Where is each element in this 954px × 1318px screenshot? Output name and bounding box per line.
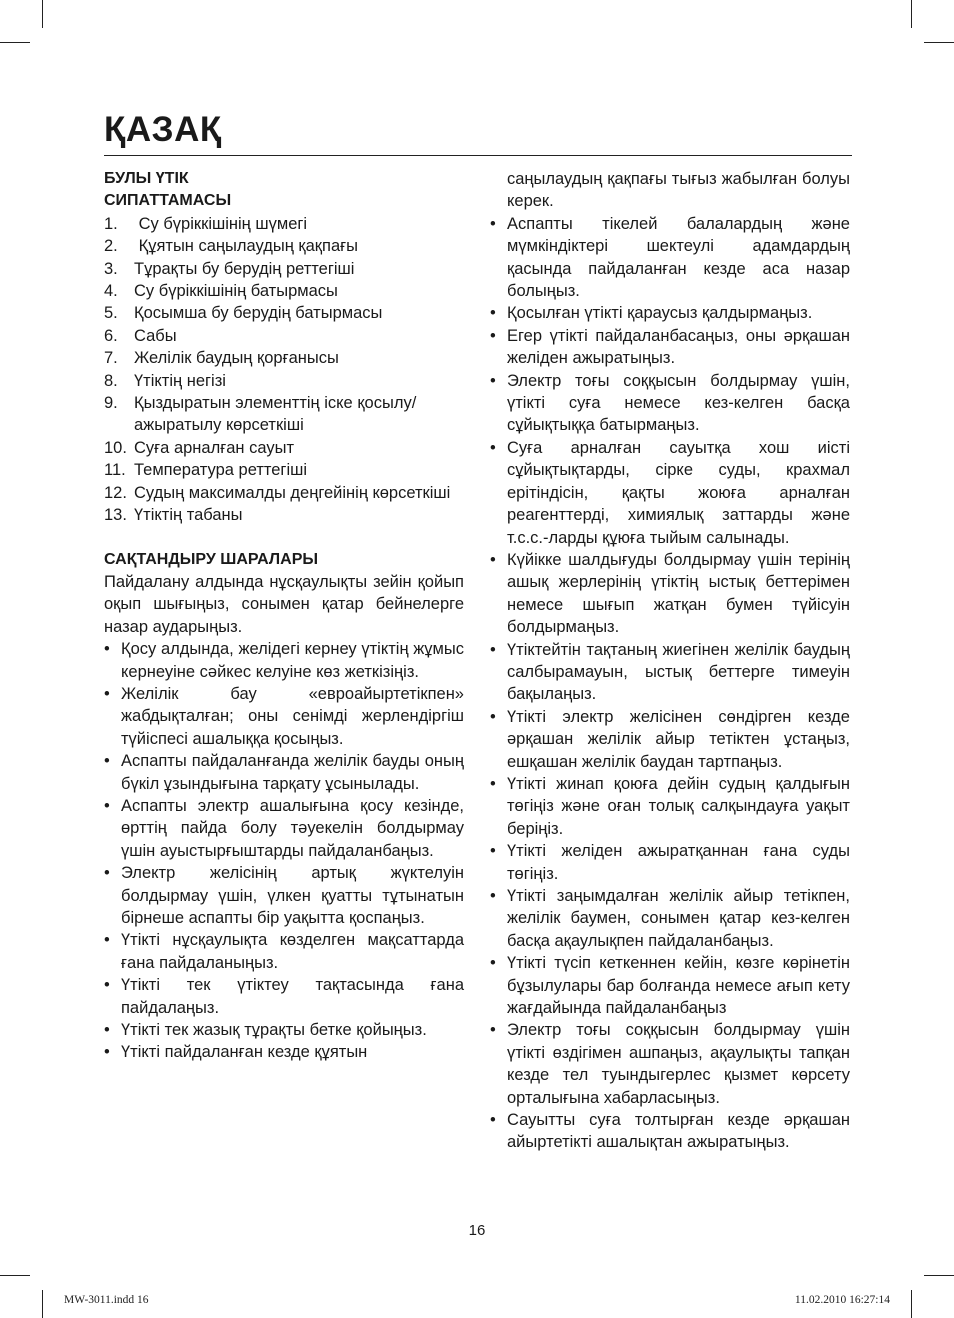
footer-file: MW-3011.indd 16 (64, 1294, 149, 1306)
bullet-text: Үтікті желіден ажыратқаннан ғана суды төгіңіз. (507, 842, 850, 883)
safety-bullet (490, 773, 850, 840)
safety-bullet (104, 1041, 464, 1063)
bullet-text: Үтікті жинап қоюға дейін судың қалдығын төгіңіз және оған толық салқындауға уақыт беріңіз. (507, 774, 850, 838)
parts-list-item (104, 213, 464, 235)
parts-list-item (104, 325, 464, 347)
item-text: Су бүріккішінің батырмасы (134, 282, 338, 301)
bullet-icon: • (490, 304, 496, 323)
safety-intro: Пайдалану алдында нұсқаулықты зейін қойып оқып шығыңыз, сонымен қатар бейнелерге назар аударыңыз. (104, 572, 464, 636)
safety-bullet (490, 706, 850, 773)
item-text: Үтіктің негізі (134, 371, 226, 390)
safety-bullet (490, 549, 850, 639)
bullet-icon: • (490, 887, 496, 905)
parts-list-item (104, 504, 464, 526)
safety-bullet (104, 638, 464, 683)
bullet-icon: • (104, 864, 110, 883)
item-number: 2. (104, 237, 118, 256)
left-column (104, 168, 464, 1064)
parts-list-item (104, 437, 464, 459)
parts-list (104, 213, 464, 527)
bullet-icon: • (490, 640, 496, 659)
bullet-icon: • (490, 842, 496, 861)
item-number: 1. (104, 214, 118, 233)
bullet-text: Үтікті тек үтіктеу тақтасында ғана пайдалаңыз. (121, 976, 464, 1017)
safety-list-left (104, 638, 464, 1064)
parts-list-item (104, 302, 464, 324)
crop-mark (0, 1275, 30, 1276)
bullet-text: Суға арналған сауытқа хош иісті сұйықтықтарды, сірке суды, крахмал ерітіндісін, қақты жоюға арналған реагенттерді, химиялық заттарды және т.с.с.-ларды құюға тыйым салынады. (507, 438, 850, 547)
crop-mark (911, 0, 912, 28)
parts-list-item (104, 347, 464, 369)
bullet-icon: • (490, 1111, 496, 1130)
safety-bullet (490, 639, 850, 706)
crop-mark (0, 42, 30, 43)
item-number: 10. (104, 438, 127, 457)
safety-bullet (490, 370, 850, 437)
bullet-icon: • (104, 976, 110, 995)
item-number: 12. (104, 483, 127, 502)
bullet-icon: • (104, 1021, 110, 1040)
bullet-text: Электр тоғы соққысын болдырмау үшін, үтікті суға немесе кез-келген басқа сұйықтыққа батырмаңыз. (507, 371, 850, 435)
safety-bullet (490, 325, 850, 370)
item-text: Суға арналған сауыт (134, 438, 295, 457)
bullet-icon: • (104, 1043, 110, 1062)
parts-list-item (104, 459, 464, 481)
item-text: Су бүріккішінің шүмегі (134, 214, 308, 233)
safety-bullet (490, 1019, 850, 1109)
item-number: 5. (104, 304, 118, 323)
bullet-text: Желілік бау «евроайыртетікпен» жабдықталған; оны сенімді жерлендіргіш түйіспесі ашалыққа қосыңыз. (121, 684, 464, 748)
crop-mark (42, 1290, 43, 1318)
safety-heading: САҚТАНДЫРУ ШАРАЛАРЫ (104, 550, 319, 568)
right-column (490, 168, 850, 1154)
item-number: 9. (104, 394, 118, 413)
safety-bullet (104, 750, 464, 795)
item-text: Қосымша бу берудің батырмасы (134, 304, 383, 323)
description-heading-line: БУЛЫ ҮТІК (104, 170, 189, 187)
safety-bullet (490, 1109, 850, 1154)
page-number: 16 (468, 1222, 486, 1239)
parts-list-item (104, 482, 464, 504)
bullet-text: Сауытты суға толтырған кезде әрқашан айыртетікті ашалықтан ажыратыңыз. (507, 1111, 850, 1152)
parts-list-item (104, 280, 464, 302)
safety-bullet (490, 840, 850, 885)
item-number: 4. (104, 282, 118, 301)
safety-bullet (104, 1019, 464, 1041)
safety-bullet (490, 302, 850, 324)
item-text: Судың максималды деңгейінің көрсеткіші (134, 483, 451, 502)
bullet-text: Үтікті тек жазық тұрақты бетке қойыңыз. (121, 1021, 427, 1040)
parts-list-item (104, 370, 464, 392)
bullet-text: Үтікті заңымдалған желілік айыр тетікпен, желілік баумен, сонымен қатар кез-келген басқа ақаулықпен пайдаланбаңыз. (507, 887, 850, 950)
bullet-text: Үтікті түсіп кеткеннен кейін, көзге көрінетін бұзылулары бар болғанда немесе ағып кету жағдайында пайдаланбаңыз (507, 954, 850, 1018)
bullet-text: Үтікті электр желісінен сөндірген кезде әрқашан желілік айыр тетіктен ұстаңыз, ешқашан желілік баудан тартпаңыз. (507, 707, 850, 771)
item-number: 8. (104, 371, 118, 390)
bullet-text: Үтікті пайдаланған кезде құятын (121, 1043, 368, 1062)
item-text: Қыздыратын элементтің іске қосылу/ажыратылу көрсеткіші (134, 394, 417, 435)
safety-bullet (104, 683, 464, 750)
safety-bullet (104, 929, 464, 974)
description-heading (104, 168, 464, 213)
bullet-text: Күйікке шалдығуды болдырмау үшін терінің ашық жерлерінің үтіктің ыстық беттерімен немесе шығып жатқан бумен түйісуін болдырмаңыз. (507, 550, 850, 637)
page-title: ҚАЗАҚ (104, 110, 222, 149)
safety-bullet (490, 437, 850, 549)
bullet-icon: • (104, 684, 110, 703)
bullet-icon: • (104, 640, 110, 659)
safety-bullet (104, 862, 464, 929)
parts-list-item (104, 392, 464, 437)
safety-bullet (490, 952, 850, 1019)
bullet-text: Аспапты электр ашалығына қосу кезінде, өрттің пайда болу тәуекелін болдырмау үшін ауыстырғыштарды пайдаланбаңыз. (121, 796, 464, 860)
bullet-icon: • (104, 796, 110, 815)
bullet-icon: • (104, 931, 110, 950)
crop-mark (911, 1290, 912, 1318)
bullet-icon: • (490, 371, 496, 390)
crop-mark (42, 0, 43, 28)
crop-mark (924, 1275, 954, 1276)
bullet-text: Үтікті нұсқаулықта көзделген мақсаттарда ғана пайдаланыңыз. (121, 931, 464, 972)
bullet-icon: • (490, 1021, 496, 1040)
bullet-text: Үтіктейтін тақтаның жиегінен желілік баудың салбырамауын, ыстық беттерге тимеуін бақылаңыз. (507, 640, 850, 704)
item-text: Сабы (134, 326, 177, 345)
bullet-icon: • (490, 774, 496, 793)
item-number: 3. (104, 259, 118, 278)
item-text: Желілік баудың қорғанысы (134, 349, 339, 368)
item-text: Тұрақты бу берудің реттегіші (134, 259, 355, 278)
item-text: Құятын саңылаудың қақпағы (134, 237, 359, 256)
bullet-text: Қосу алдында, желідегі кернеу үтіктің жұмыс кернеуіне сәйкес келуіне көз жеткізіңіз. (121, 640, 464, 681)
item-number: 13. (104, 506, 127, 525)
safety-bullet (490, 885, 850, 952)
spacer (104, 527, 464, 549)
item-number: 11. (104, 461, 126, 480)
bullet-icon: • (104, 752, 110, 771)
item-text: Температура реттегіші (134, 461, 308, 480)
safety-bullet (104, 974, 464, 1019)
title-divider (104, 155, 852, 156)
continuation-text: саңылаудың қақпағы тығыз жабылған болуы керек. (507, 170, 850, 211)
safety-list-right (490, 213, 850, 1154)
item-number: 7. (104, 349, 118, 368)
parts-list-item (104, 235, 464, 257)
parts-list-item (104, 258, 464, 280)
description-heading-line: СИПАТТАМАСЫ (104, 192, 232, 210)
item-text: Үтіктің табаны (134, 506, 243, 525)
footer-timestamp: 11.02.2010 16:27:14 (794, 1294, 890, 1306)
crop-mark (924, 42, 954, 43)
bullet-icon: • (490, 438, 496, 457)
item-number: 6. (104, 326, 118, 345)
bullet-icon: • (490, 707, 496, 726)
bullet-icon: • (490, 550, 496, 569)
safety-bullet (104, 795, 464, 862)
bullet-text: Аспапты пайдаланғанда желілік бауды оның бүкіл ұзындығына тарқату ұсынылады. (121, 752, 464, 793)
bullet-icon: • (490, 214, 496, 233)
bullet-text: Электр тоғы соққысын болдырмау үшін үтікті өздігімен ашпаңыз, ақаулықты тапқан кезде тел туындыгерлес қызмет көрсету орталығына хабарласыңыз. (507, 1021, 850, 1107)
bullet-icon: • (490, 954, 496, 973)
safety-bullet (490, 213, 850, 303)
bullet-text: Аспапты тікелей балалардың және мүмкіндіктері шектеулі адамдардың қасында пайдаланған кезде аса назар болыңыз. (507, 214, 850, 301)
bullet-text: Қосылған үтікті қараусыз қалдырмаңыз. (507, 304, 813, 323)
bullet-text: Электр желісінің артық жүктелуін болдырмау үшін, үлкен қуатты тұтынатын бірнеше аспапты бір уақытта қоспаңыз. (121, 864, 464, 927)
bullet-text: Егер үтікті пайдаланбасаңыз, оны әрқашан желіден ажыратыңыз. (507, 326, 850, 368)
bullet-icon: • (490, 326, 496, 345)
